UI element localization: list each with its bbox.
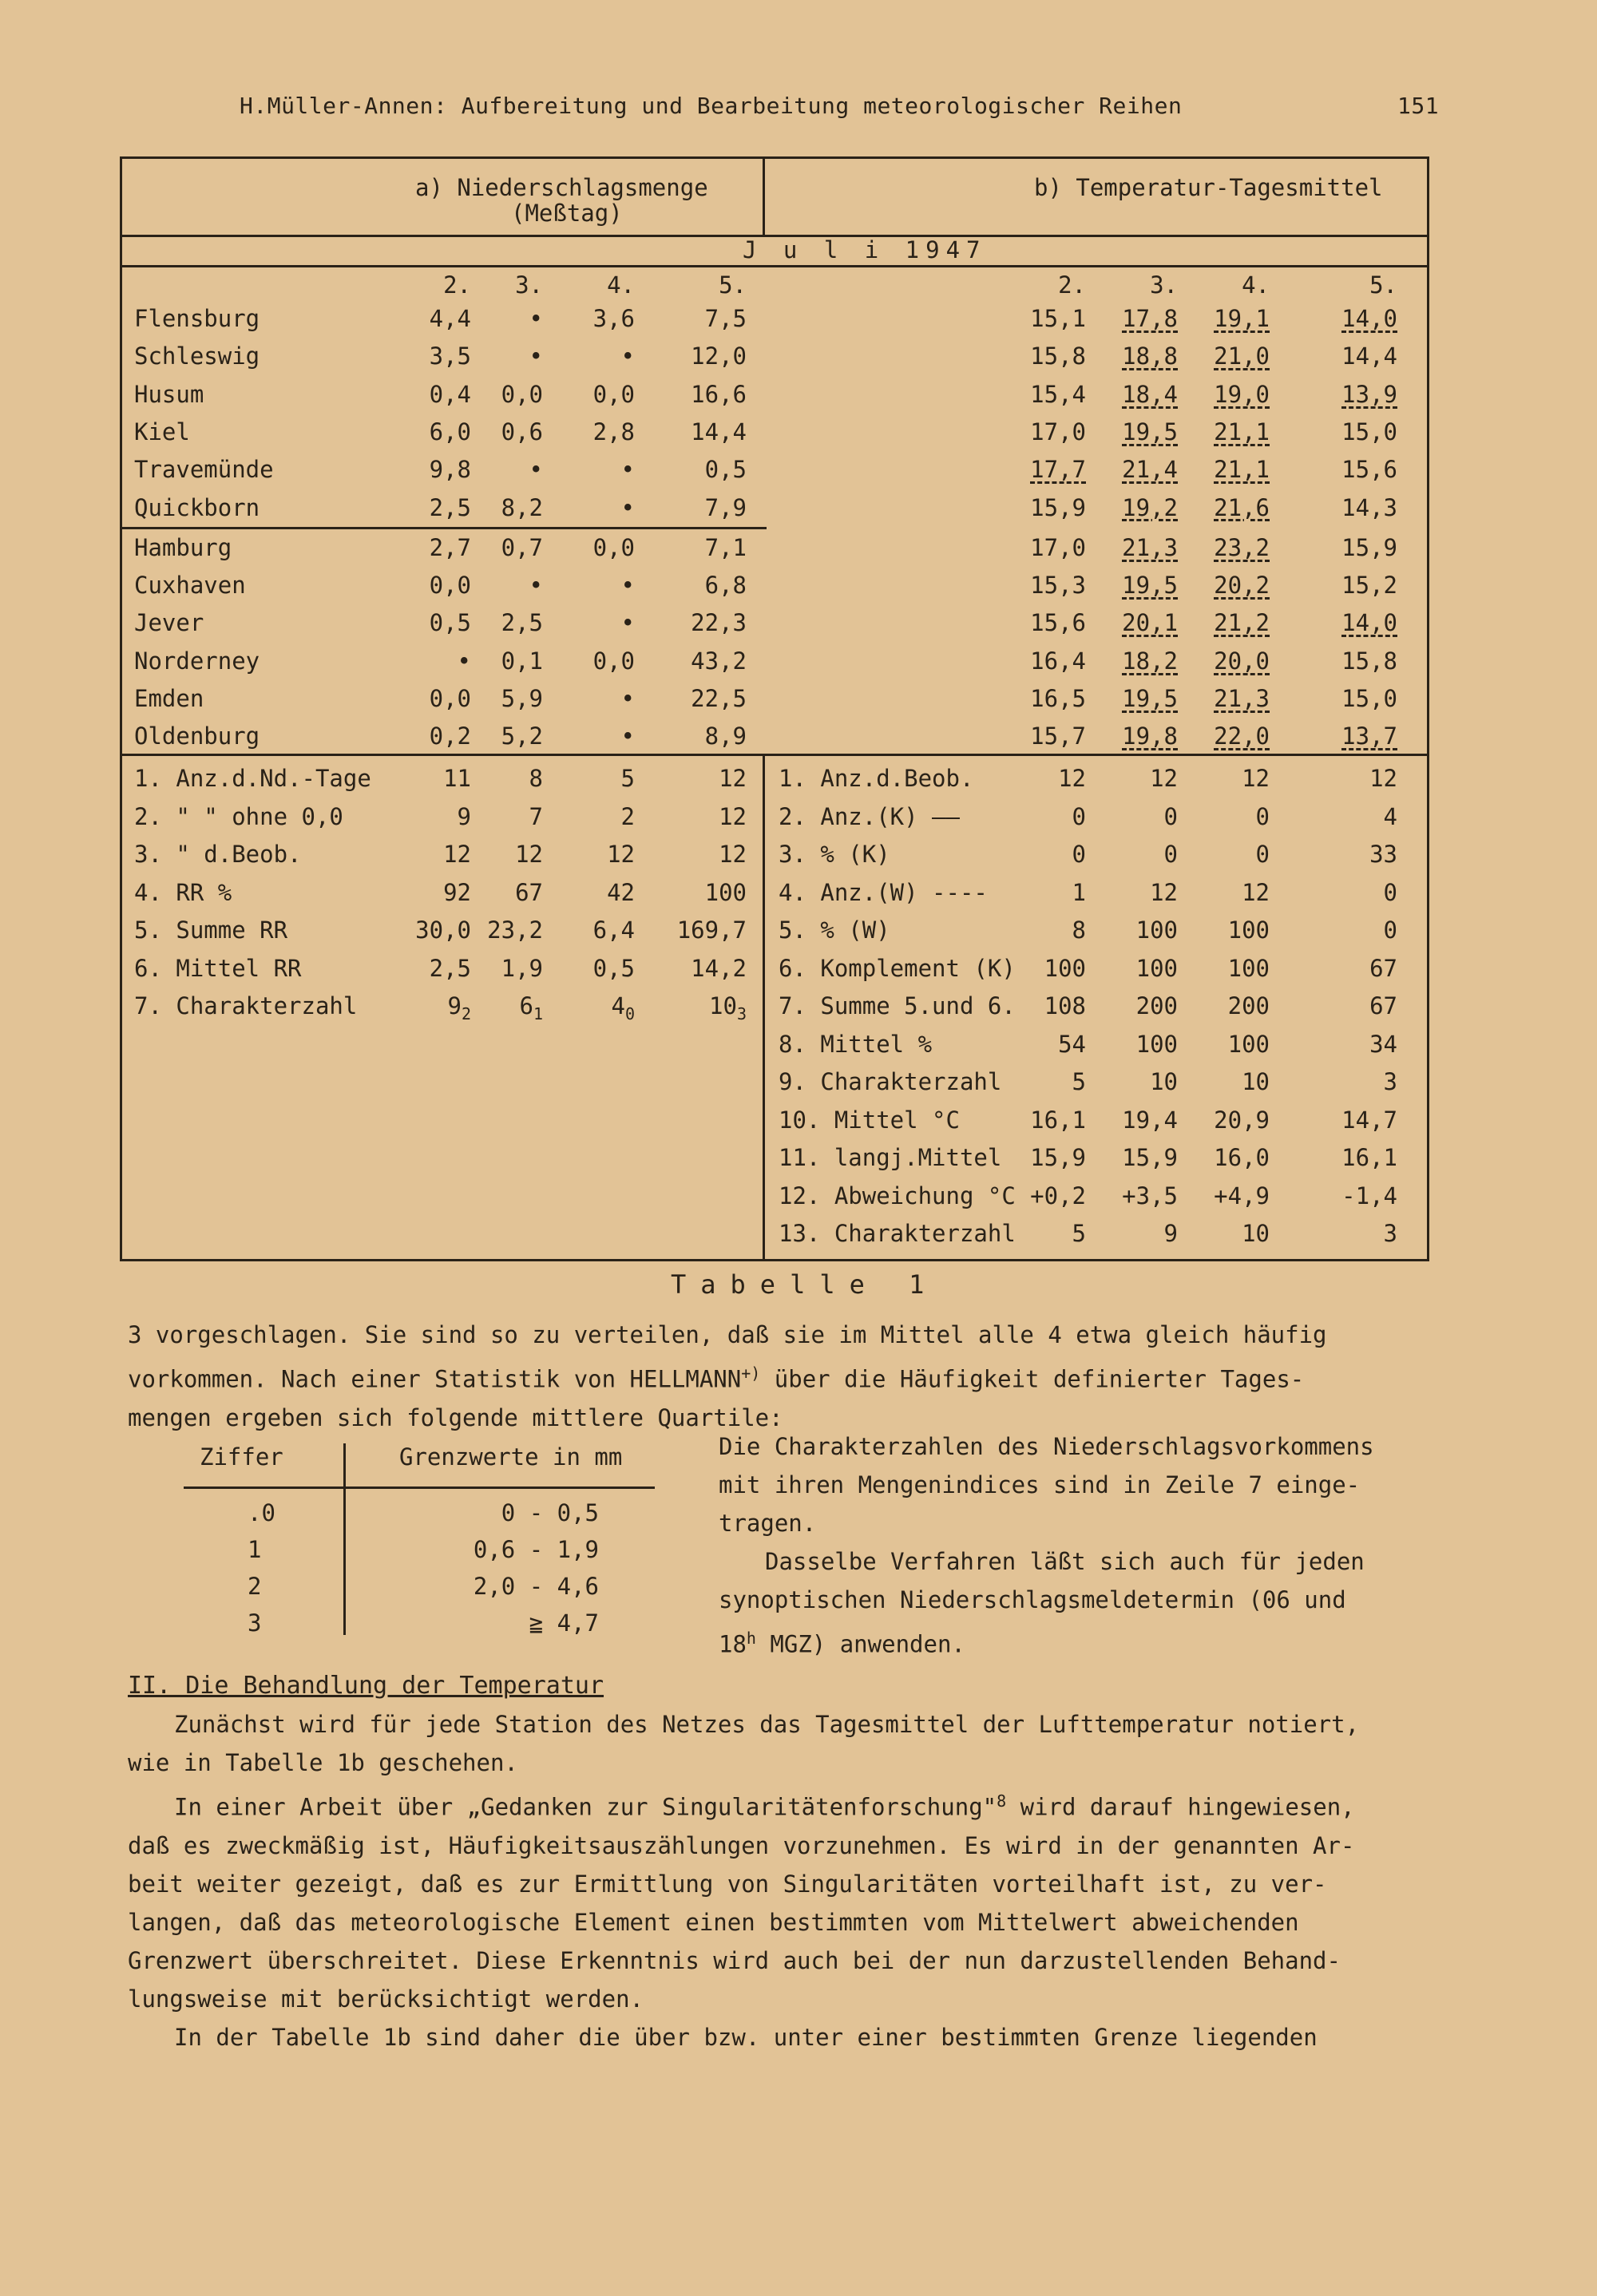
rr-value: 3,5: [429, 342, 471, 370]
temp-value: 19,5: [1122, 572, 1178, 600]
subscript-index: 0: [624, 1004, 635, 1023]
rr-value: 0,5: [429, 609, 471, 637]
day-header: 2.: [1058, 271, 1086, 299]
station-name: Norderney: [134, 647, 260, 675]
section-a-title: a) Niederschlagsmenge: [415, 174, 708, 201]
temp-value: 13,7: [1341, 722, 1397, 750]
temp-value: 15,0: [1341, 418, 1397, 445]
rr-value: 0,0: [429, 572, 471, 600]
summary-a-label: 6. Mittel RR: [134, 954, 302, 982]
rr-value: 12,0: [691, 342, 747, 370]
summary-a-value: 12: [515, 841, 543, 868]
text-line: Dasselbe Verfahren läßt sich auch für jeden: [765, 1548, 1365, 1575]
station-name: Kiel: [134, 418, 190, 445]
station-name: Hamburg: [134, 533, 232, 561]
summary-b-value: 0: [1163, 841, 1178, 868]
summary-a-value: 12: [719, 841, 747, 868]
temp-value: 15,9: [1341, 533, 1397, 561]
day-header: 3.: [515, 271, 543, 299]
day-header: 3.: [1150, 271, 1178, 299]
summary-a-value: 1,9: [501, 954, 543, 982]
temp-value: 15,8: [1341, 647, 1397, 675]
temp-value: 21,6: [1214, 493, 1270, 521]
subscript-index: 1: [533, 1004, 543, 1023]
text-line: mit ihren Mengenindices sind in Zeile 7 einge-: [719, 1471, 1361, 1498]
rr-value: 0,0: [592, 533, 635, 561]
rr-value: •: [620, 572, 635, 600]
station-name: Travemünde: [134, 456, 274, 484]
temp-value: 15,2: [1341, 572, 1397, 600]
rr-value: •: [620, 342, 635, 370]
rr-value: 0,2: [429, 722, 471, 750]
day-header: 5.: [1369, 271, 1397, 299]
temp-value: 21,4: [1122, 456, 1178, 484]
summary-a-value: 12: [719, 765, 747, 792]
subscript-index: 3: [736, 1004, 747, 1023]
station-name: Oldenburg: [134, 722, 260, 750]
rr-value: •: [529, 342, 543, 370]
summary-b-value: 3: [1383, 1068, 1397, 1095]
rr-value: 0,5: [704, 456, 747, 484]
summary-b-value: 100: [1227, 1030, 1270, 1058]
summary-b-value: 200: [1135, 992, 1178, 1019]
summary-b-value: 5: [1072, 1220, 1086, 1247]
text-line: daß es zweckmäßig ist, Häufigkeitsauszählungen vorzunehmen. Es wird in der genannten Ar-: [128, 1831, 1355, 1859]
temp-value: 14,0: [1341, 609, 1397, 637]
temp-value: 18,8: [1122, 342, 1178, 370]
rr-value: 7,1: [704, 533, 747, 561]
quartile-ziffer: .0: [248, 1499, 275, 1526]
temp-value: 15,8: [1030, 342, 1086, 370]
summary-b-value: 20,9: [1214, 1106, 1270, 1134]
summary-b-value: 8: [1072, 916, 1086, 944]
table-caption: Tabelle 1: [671, 1269, 939, 1300]
rr-value: 5,2: [501, 722, 543, 750]
summary-a-value: 12: [607, 841, 635, 868]
temp-value: 14,4: [1341, 342, 1397, 370]
summary-a-value: 14,2: [691, 954, 747, 982]
summary-b-label: 3. % (K): [779, 841, 890, 868]
temp-value: 16,4: [1030, 647, 1086, 675]
rr-value: •: [529, 456, 543, 484]
summary-b-value: 67: [1369, 992, 1397, 1019]
rr-value: •: [620, 493, 635, 521]
rr-value: 0,0: [592, 380, 635, 408]
day-header: 4.: [1242, 271, 1270, 299]
subscript-index: 2: [461, 1004, 471, 1023]
section-b-title: b) Temperatur-Tagesmittel: [1034, 174, 1383, 201]
rr-value: 43,2: [691, 647, 747, 675]
day-header: 4.: [607, 271, 635, 299]
quartile-range: 2,0 - 4,6: [473, 1573, 599, 1600]
temp-value: 15,4: [1030, 380, 1086, 408]
summary-b-value: +3,5: [1122, 1182, 1178, 1209]
text-line: tragen.: [719, 1510, 817, 1537]
summary-b-value: 12: [1150, 765, 1178, 792]
quartile-header-range: Grenzwerte in mm: [399, 1443, 623, 1471]
quartile-range: 0,6 - 1,9: [473, 1536, 599, 1563]
summary-b-label: 2. Anz.(K) ——: [779, 802, 960, 830]
temp-value: 15,6: [1030, 609, 1086, 637]
quartile-ziffer: 1: [248, 1536, 262, 1563]
temp-value: 18,2: [1122, 647, 1178, 675]
summary-b-value: 1: [1072, 878, 1086, 906]
temp-value: 21,1: [1214, 418, 1270, 445]
temp-value: 19,2: [1122, 493, 1178, 521]
summary-a-label: 1. Anz.d.Nd.-Tage: [134, 765, 371, 792]
table-divider: [763, 754, 765, 1261]
summary-b-value: 14,7: [1341, 1106, 1397, 1134]
quartile-ziffer: 3: [248, 1609, 262, 1637]
summary-a-value: 23,2: [487, 916, 543, 944]
summary-b-value: 100: [1135, 1030, 1178, 1058]
summary-b-value: 100: [1227, 954, 1270, 982]
temp-value: 15,9: [1030, 493, 1086, 521]
paragraph-body: [128, 1705, 1445, 2057]
summary-b-value: 10: [1242, 1220, 1270, 1247]
quartile-header-ziffer: Ziffer: [200, 1443, 283, 1471]
station-name: Emden: [134, 685, 204, 712]
quartile-range: ≧ 4,7: [529, 1609, 599, 1637]
summary-b-value: -1,4: [1341, 1182, 1397, 1209]
summary-a-value: $10_3$: [709, 992, 747, 1023]
rr-value: 6,8: [704, 572, 747, 600]
summary-b-value: 16,1: [1030, 1106, 1086, 1134]
summary-b-label: 1. Anz.d.Beob.: [779, 765, 974, 792]
rr-value: 0,4: [429, 380, 471, 408]
station-name: Schleswig: [134, 342, 260, 370]
summary-b-value: 16,1: [1341, 1144, 1397, 1171]
temp-value: 17,7: [1030, 456, 1086, 484]
month-label: J u l i 1947: [743, 236, 987, 263]
temp-value: 15,1: [1030, 305, 1086, 332]
temp-value: 21,1: [1214, 456, 1270, 484]
table-rule: [120, 527, 767, 529]
summary-b-value: +4,9: [1214, 1182, 1270, 1209]
rr-value: •: [457, 647, 471, 675]
temp-value: 17,8: [1122, 305, 1178, 332]
table-rule: [120, 265, 1429, 267]
temp-value: 16,5: [1030, 685, 1086, 712]
text-line: lungsweise mit berücksichtigt werden.: [128, 1985, 644, 2013]
summary-a-value: 30,0: [415, 916, 471, 944]
table-divider: [343, 1443, 346, 1635]
rr-value: 0,0: [429, 685, 471, 712]
summary-b-value: 0: [1072, 802, 1086, 830]
rr-value: 0,6: [501, 418, 543, 445]
summary-b-value: 16,0: [1214, 1144, 1270, 1171]
summary-b-label: 7. Summe 5.und 6.: [779, 992, 1016, 1019]
summary-b-value: 54: [1058, 1030, 1086, 1058]
section-a-subtitle: (Meßtag): [511, 200, 623, 227]
temp-value: 15,0: [1341, 685, 1397, 712]
summary-a-value: 92: [443, 878, 471, 906]
summary-a-value: 7: [529, 802, 543, 830]
summary-b-value: 4: [1383, 802, 1397, 830]
temp-value: 23,2: [1214, 533, 1270, 561]
summary-a-value: 2,5: [429, 954, 471, 982]
rr-value: •: [620, 609, 635, 637]
day-header: 5.: [719, 271, 747, 299]
rr-value: 0,7: [501, 533, 543, 561]
summary-b-label: 13. Charakterzahl: [779, 1220, 1016, 1247]
summary-a-label: 5. Summe RR: [134, 916, 288, 944]
summary-b-value: 108: [1044, 992, 1086, 1019]
summary-b-value: 3: [1383, 1220, 1397, 1247]
summary-b-value: 100: [1135, 954, 1178, 982]
summary-b-label: 10. Mittel °C: [779, 1106, 960, 1134]
rr-value: •: [620, 722, 635, 750]
temp-value: 21,3: [1214, 685, 1270, 712]
text-line: 18$^h$ MGZ) anwenden.: [719, 1629, 965, 1658]
summary-a-value: $6_1$: [519, 992, 543, 1023]
rr-value: 2,5: [429, 493, 471, 521]
rr-value: 0,0: [592, 647, 635, 675]
temp-value: 14,0: [1341, 305, 1397, 332]
temp-value: 22,0: [1214, 722, 1270, 750]
summary-a-value: 67: [515, 878, 543, 906]
summary-a-value: 42: [607, 878, 635, 906]
summary-a-value: 0,5: [592, 954, 635, 982]
summary-b-value: 15,9: [1122, 1144, 1178, 1171]
summary-a-label: 2. " " ohne 0,0: [134, 802, 343, 830]
rr-value: •: [529, 305, 543, 332]
summary-b-value: 19,4: [1122, 1106, 1178, 1134]
summary-b-value: 9: [1163, 1220, 1178, 1247]
summary-b-value: 0: [1255, 802, 1270, 830]
table-divider: [763, 156, 765, 235]
summary-a-value: 9: [457, 802, 471, 830]
station-name: Quickborn: [134, 493, 260, 521]
summary-a-value: $9_2$: [447, 992, 471, 1023]
station-name: Flensburg: [134, 305, 260, 332]
section-heading: II. Die Behandlung der Temperatur: [128, 1672, 604, 1700]
summary-b-value: 12: [1242, 878, 1270, 906]
temp-value: 18,4: [1122, 380, 1178, 408]
rr-value: 0,0: [501, 380, 543, 408]
paragraph-intro: [128, 1316, 1445, 1437]
text-line: 3 vorgeschlagen. Sie sind so zu verteilen, daß sie im Mittel alle 4 etwa gleich häufig: [128, 1321, 1327, 1348]
text-line: langen, daß das meteorologische Element einen bestimmten vom Mittelwert abweichenden: [128, 1908, 1299, 1936]
temp-value: 13,9: [1341, 380, 1397, 408]
summary-a-value: 5: [620, 765, 635, 792]
summary-b-value: 10: [1150, 1068, 1178, 1095]
summary-a-label: 3. " d.Beob.: [134, 841, 302, 868]
summary-a-value: 8: [529, 765, 543, 792]
station-name: Cuxhaven: [134, 572, 246, 600]
rr-value: 2,7: [429, 533, 471, 561]
temp-value: 15,6: [1341, 456, 1397, 484]
rr-value: 2,5: [501, 609, 543, 637]
summary-b-value: 12: [1058, 765, 1086, 792]
temp-value: 19,0: [1214, 380, 1270, 408]
rr-value: 7,9: [704, 493, 747, 521]
summary-a-value: 12: [443, 841, 471, 868]
right-paragraph: [719, 1427, 1437, 1664]
rr-value: 16,6: [691, 380, 747, 408]
rr-value: •: [620, 456, 635, 484]
rr-value: 0,1: [501, 647, 543, 675]
summary-b-value: 33: [1369, 841, 1397, 868]
temp-value: 19,5: [1122, 418, 1178, 445]
summary-a-value: 11: [443, 765, 471, 792]
summary-b-value: 0: [1383, 916, 1397, 944]
summary-a-value: 100: [704, 878, 747, 906]
rr-value: 22,5: [691, 685, 747, 712]
summary-a-value: 6,4: [592, 916, 635, 944]
rr-value: 3,6: [592, 305, 635, 332]
text-line: beit weiter gezeigt, daß es zur Ermittlung von Singularitäten vorteilhaft ist, zu ver-: [128, 1870, 1327, 1898]
quartile-range: 0 - 0,5: [501, 1499, 599, 1526]
summary-b-value: 0: [1383, 878, 1397, 906]
rr-value: •: [529, 572, 543, 600]
temp-value: 17,0: [1030, 533, 1086, 561]
text-line: vorkommen. Nach einer Statistik von HELLMANN+) über die Häufigkeit definierter Tages-: [128, 1364, 1305, 1393]
summary-a-value: 2: [620, 802, 635, 830]
summary-b-value: 67: [1369, 954, 1397, 982]
rr-value: 6,0: [429, 418, 471, 445]
summary-b-label: 9. Charakterzahl: [779, 1068, 1002, 1095]
summary-b-label: 4. Anz.(W) ----: [779, 878, 988, 906]
temp-value: 20,0: [1214, 647, 1270, 675]
rr-value: 5,9: [501, 685, 543, 712]
station-name: Jever: [134, 609, 204, 637]
summary-b-label: 6. Komplement (K): [779, 954, 1016, 982]
summary-a-label: 4. RR %: [134, 878, 232, 906]
summary-b-value: 100: [1135, 916, 1178, 944]
summary-b-label: 12. Abweichung °C: [779, 1182, 1016, 1209]
temp-value: 21,3: [1122, 533, 1178, 561]
summary-b-value: +0,2: [1030, 1182, 1086, 1209]
text-line: Die Charakterzahlen des Niederschlagsvorkommens: [719, 1433, 1374, 1460]
text-line: synoptischen Niederschlagsmeldetermin (06 und: [719, 1586, 1346, 1613]
summary-b-label: 8. Mittel %: [779, 1030, 933, 1058]
summary-b-value: 0: [1072, 841, 1086, 868]
temp-value: 20,1: [1122, 609, 1178, 637]
summary-b-value: 12: [1242, 765, 1270, 792]
summary-b-value: 10: [1242, 1068, 1270, 1095]
summary-b-label: 11. langj.Mittel: [779, 1144, 1002, 1171]
summary-a-value: 169,7: [676, 916, 747, 944]
rr-value: 8,2: [501, 493, 543, 521]
temp-value: 19,8: [1122, 722, 1178, 750]
summary-b-label: 5. % (W): [779, 916, 890, 944]
running-header: H.Müller-Annen: Aufbereitung und Bearbeitung meteorologischer Reihen: [240, 93, 1183, 119]
text-line: wie in Tabelle 1b geschehen.: [128, 1749, 518, 1776]
rr-value: 9,8: [429, 456, 471, 484]
text-line: In der Tabelle 1b sind daher die über bzw. unter einer bestimmten Grenze liegenden: [174, 2023, 1318, 2051]
summary-b-value: 100: [1227, 916, 1270, 944]
summary-b-value: 100: [1044, 954, 1086, 982]
text-line: Grenzwert überschreitet. Diese Erkenntnis wird auch bei der nun darzustellenden Behand-: [128, 1946, 1341, 1974]
temp-value: 19,1: [1214, 305, 1270, 332]
summary-a-value: $4_0$: [611, 992, 635, 1023]
summary-b-value: 12: [1150, 878, 1178, 906]
temp-value: 20,2: [1214, 572, 1270, 600]
rr-value: 2,8: [592, 418, 635, 445]
table-rule: [184, 1486, 655, 1489]
quartile-ziffer: 2: [248, 1573, 262, 1600]
temp-value: 14,3: [1341, 493, 1397, 521]
summary-b-value: 12: [1369, 765, 1397, 792]
rr-value: 8,9: [704, 722, 747, 750]
summary-a-label: 7. Charakterzahl: [134, 992, 358, 1019]
text-line: Zunächst wird für jede Station des Netzes das Tagesmittel der Lufttemperatur notiert,: [174, 1711, 1360, 1738]
rr-value: •: [620, 685, 635, 712]
table-rule: [120, 754, 1429, 756]
summary-b-value: 34: [1369, 1030, 1397, 1058]
summary-b-value: 15,9: [1030, 1144, 1086, 1171]
text-line: mengen ergeben sich folgende mittlere Quartile:: [128, 1403, 783, 1431]
summary-a-value: 12: [719, 802, 747, 830]
day-header: 2.: [443, 271, 471, 299]
summary-b-value: 0: [1163, 802, 1178, 830]
temp-value: 21,2: [1214, 609, 1270, 637]
rr-value: 4,4: [429, 305, 471, 332]
station-name: Husum: [134, 380, 204, 408]
page-number: 151: [1397, 93, 1440, 119]
temp-value: 19,5: [1122, 685, 1178, 712]
temp-value: 15,7: [1030, 722, 1086, 750]
temp-value: 17,0: [1030, 418, 1086, 445]
summary-b-value: 5: [1072, 1068, 1086, 1095]
summary-b-value: 200: [1227, 992, 1270, 1019]
rr-value: 14,4: [691, 418, 747, 445]
temp-value: 15,3: [1030, 572, 1086, 600]
rr-value: 22,3: [691, 609, 747, 637]
rr-value: 7,5: [704, 305, 747, 332]
text-line: In einer Arbeit über „Gedanken zur Singularitätenforschung"$^8$ wird darauf hingewiesen,: [174, 1791, 1355, 1821]
temp-value: 21,0: [1214, 342, 1270, 370]
summary-b-value: 0: [1255, 841, 1270, 868]
